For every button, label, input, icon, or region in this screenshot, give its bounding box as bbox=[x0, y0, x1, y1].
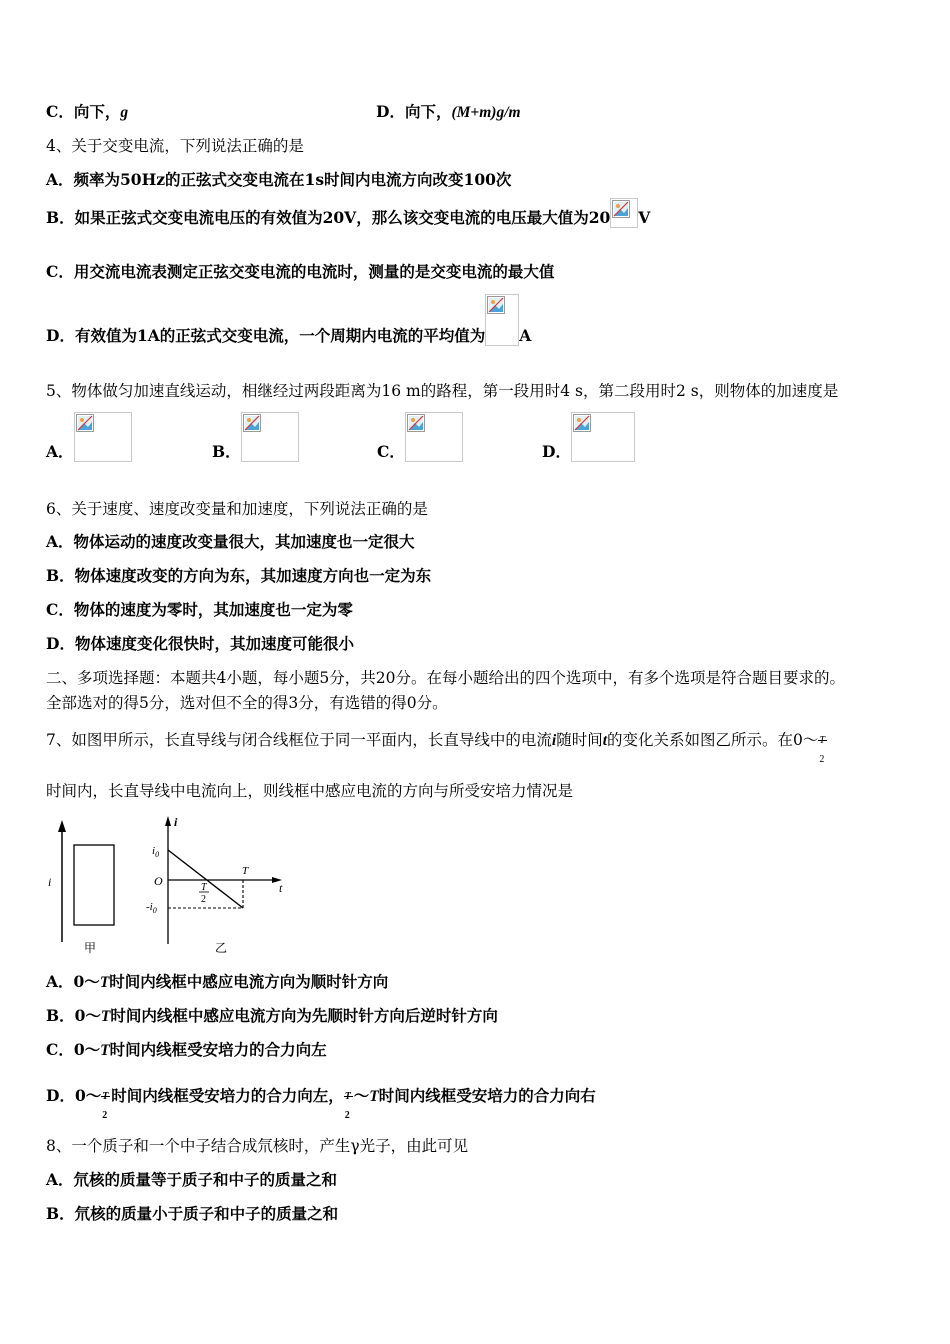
broken-image-icon bbox=[610, 198, 638, 228]
i0-label: $i_0$ bbox=[152, 845, 160, 859]
neg-i0-label: $-i_0$ bbox=[146, 901, 157, 915]
q7-option-c: C．0～T时间内线框受安培力的合力向左 bbox=[46, 1040, 327, 1059]
broken-image-icon bbox=[571, 412, 635, 462]
q6-stem: 6、关于速度、速度改变量和加速度，下列说法正确的是 bbox=[46, 500, 428, 518]
broken-image-icon bbox=[405, 412, 463, 462]
q7-stem-line2: 时间内，长直导线中电流向上，则线框中感应电流的方向与所受安培力情况是 bbox=[46, 782, 574, 800]
q7-option-a: A．0～T时间内线框中感应电流方向为顺时针方向 bbox=[46, 972, 389, 991]
q7-option-b: B．0～T时间内线框中感应电流方向为先顺时针方向后逆时针方向 bbox=[46, 1006, 498, 1025]
broken-image-icon bbox=[241, 412, 299, 462]
wire-arrow bbox=[58, 820, 66, 832]
q5-stem: 5、物体做匀加速直线运动，相继经过两段距离为16 m的路程，第一段用时4 s，第二段用时2 s，则物体的加速度是 bbox=[46, 382, 839, 400]
caption-yi: 乙 bbox=[215, 941, 228, 955]
t-mark-label: T bbox=[242, 865, 249, 877]
i-axis-label: i bbox=[174, 815, 178, 829]
q8-option-b: B．氘核的质量小于质子和中子的质量之和 bbox=[46, 1204, 339, 1223]
q7-option-d: D．0～ T 2 时间内线框受安培力的合力向左， T 2 ～T时间内线框受安培力的合力向右 bbox=[46, 1078, 596, 1115]
q7-figure bbox=[40, 812, 300, 960]
wire-current-label: i bbox=[48, 875, 52, 889]
half-t-den: 2 bbox=[201, 894, 206, 905]
q5-option-a: A． bbox=[46, 412, 132, 462]
q8-option-a: A．氘核的质量等于质子和中子的质量之和 bbox=[46, 1170, 338, 1189]
origin-label: O bbox=[154, 874, 163, 888]
q5-option-d: D． bbox=[542, 412, 635, 462]
fraction-t-over-2: T 2 bbox=[344, 1091, 351, 1121]
broken-image-icon bbox=[485, 294, 519, 346]
half-t-num: T bbox=[201, 882, 207, 893]
q4-option-c: C．用交流电流表测定正弦交变电流的电流时，测量的是交变电流的最大值 bbox=[46, 262, 555, 281]
q4-option-d: D．有效值为1A的正弦式交变电流，一个周期内电流的平均值为 A bbox=[46, 294, 531, 346]
fraction-t-over-2: T 2 bbox=[102, 1091, 109, 1121]
q4-option-b: B．如果正弦式交变电流电压的有效值为20V，那么该交变电流的电压最大值为20 V bbox=[46, 198, 650, 228]
q5-option-c: C． bbox=[377, 412, 463, 462]
q8-stem: 8、一个质子和一个中子结合成氘核时，产生γ光子，由此可见 bbox=[46, 1137, 469, 1155]
i-axis-arrow bbox=[165, 816, 171, 826]
fraction-t-over-2: T 2 bbox=[818, 723, 828, 759]
t-axis-label: t bbox=[279, 881, 283, 895]
q6-option-c: C．物体的速度为零时，其加速度也一定为零 bbox=[46, 600, 353, 619]
q6-option-b: B．物体速度改变的方向为东，其加速度方向也一定为东 bbox=[46, 566, 432, 585]
broken-image-icon bbox=[74, 412, 132, 462]
q5-option-b: B． bbox=[212, 412, 299, 462]
caption-jia: 甲 bbox=[84, 941, 97, 955]
q6-option-a: A．物体运动的速度改变量很大，其加速度也一定很大 bbox=[46, 532, 415, 551]
q6-option-d: D．物体速度变化很快时，其加速度可能很小 bbox=[46, 634, 354, 653]
loop-frame bbox=[74, 845, 114, 925]
section2-line1: 二、多项选择题：本题共4小题，每小题5分，共20分。在每小题给出的四个选项中，有多个选项是符合题目要求的。 bbox=[46, 669, 845, 687]
q3-option-d: D．向下，(M+m)g/m bbox=[376, 102, 521, 121]
q4-option-a: A．频率为50Hz的正弦式交变电流在1s时间内电流方向改变100次 bbox=[46, 170, 512, 189]
q7-stem: 7、如图甲所示，长直导线与闭合线框位于同一平面内，长直导线中的电流i随时间t的变化关系如图乙所示。在0～ T 2 bbox=[46, 722, 828, 759]
section2-line2: 全部选对的得5分，选对但不全的得3分，有选错的得0分。 bbox=[46, 694, 448, 712]
q4-stem: 4、关于交变电流，下列说法正确的是 bbox=[46, 137, 304, 155]
q3-option-c: C．向下，g bbox=[46, 102, 129, 121]
